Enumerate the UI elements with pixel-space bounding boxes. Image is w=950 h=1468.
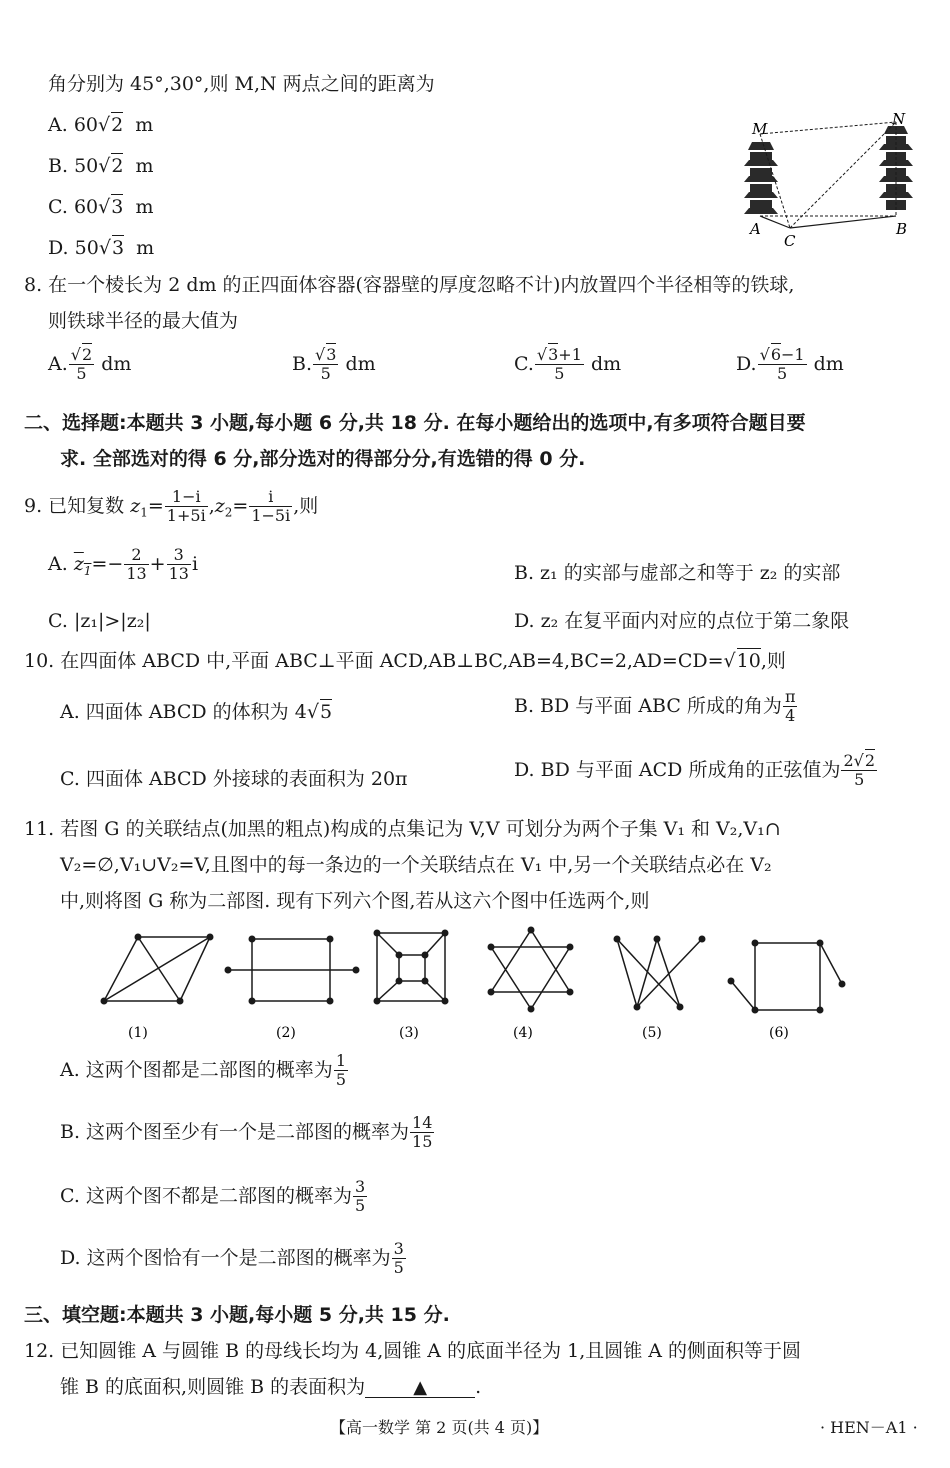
q7-option-a: A. 60√2 m [48,114,154,136]
q7-label-c: C [784,232,796,250]
q8-option-d: D. $\frac{√6-1}{5}$ dm [736,345,844,384]
graph-label-6: (6) [769,1025,789,1041]
q8-option-a: A. $\frac{√2}{5}$ dm [48,345,132,384]
q7-option-b: B. 50√2 m [48,155,154,177]
q12-stem-line2: 锥 B 的底面积,则圆锥 B 的表面积为 ▲ . [60,1376,482,1398]
graph-label-3: (3) [399,1025,419,1041]
footer-code: · HEN－A1 · [820,1418,918,1437]
q11-stem-line1: 11. 若图 G 的关联结点(加黑的粗点)构成的点集记为 V,V 可划分为两个子集 V₁ 和 V₂,V₁∩ [24,818,781,840]
q9-option-d: D. z₂ 在复平面内对应的点位于第二象限 [514,610,850,632]
q7-label-n: N [892,112,906,128]
q11-option-b: B. 这两个图至少有一个是二部图的概率为 $\frac{14}{15}$ [60,1113,433,1152]
q7-label-b: B [896,220,908,238]
q9-option-b: B. z₁ 的实部与虚部之和等于 z₂ 的实部 [514,562,841,584]
q8-stem-line1: 8. 在一个棱长为 2 dm 的正四面体容器(容器壁的厚度忽略不计)内放置四个半径相等的铁球, [24,274,795,296]
footer-page-info: 【高一数学 第 2 页(共 4 页)】 [330,1418,549,1437]
q9-stem: 9. 已知复数 $z_1=$ $\frac{1-i}{1+5i}$ $,z_2=$ $\frac{i}{1-5i}$ ,则 [24,487,319,526]
q11-option-d: D. 这两个图恰有一个是二部图的概率为 $\frac{3}{5}$ [60,1239,404,1278]
q10-stem: 10. 在四面体 ABCD 中,平面 ABC⊥平面 ACD,AB⊥BC,AB=4,BC=2,AD=CD=√10,则 [24,650,786,672]
graph-label-4: (4) [513,1025,533,1041]
graph-label-2: (2) [276,1025,296,1041]
q7-option-d: D. 50√3 m [48,237,155,259]
q10-option-d: D. BD 与平面 ACD 所成角的正弦值为 $\frac{2√2}{5}$ [514,751,876,790]
q10-option-b: B. BD 与平面 ABC 所成的角为 $\frac{\pi}{4}$ [514,687,796,726]
q12-answer-blank[interactable] [365,1378,475,1398]
q11-stem-line2: V₂=∅,V₁∪V₂=V,且图中的每一条边的一个关联结点在 V₁ 中,另一个关联结点必在 V₂ [60,854,772,876]
q8-option-b: B. $\frac{√3}{5}$ dm [292,345,376,384]
q10-option-c: C. 四面体 ABCD 外接球的表面积为 20π [60,768,408,790]
q10-option-a: A. 四面体 ABCD 的体积为 4√5 [60,701,333,723]
q7-label-a: A [750,220,761,238]
q7-label-m: M [752,120,768,138]
q9-option-a: A. $z_1=-$ $\frac{2}{13}$ + $\frac{3}{13}$ i [48,545,199,584]
section3-heading: 三、填空题:本题共 3 小题,每小题 5 分,共 15 分. [24,1304,450,1326]
q7-stem: 角分别为 45°,30°,则 M,N 两点之间的距离为 [48,73,435,95]
q7-option-c: C. 60√3 m [48,196,154,218]
q8-option-c: C. $\frac{√3+1}{5}$ dm [514,345,622,384]
q8-stem-line2: 则铁球半径的最大值为 [48,310,239,332]
tower-left-icon [744,142,778,214]
section2-heading-line2: 求. 全部选对的得 6 分,部分选对的得部分分,有选错的得 0 分. [60,448,586,470]
q11-option-c: C. 这两个图不都是二部图的概率为 $\frac{3}{5}$ [60,1177,366,1216]
q11-stem-line3: 中,则将图 G 称为二部图. 现有下列六个图,若从这六个图中任选两个,则 [60,890,650,912]
q9-option-c: C. |z₁|>|z₂| [48,610,151,632]
q11-graphs-figure [90,925,860,1045]
triangle-icon: ▲ [413,1377,428,1398]
q12-stem-line1: 12. 已知圆锥 A 与圆锥 B 的母线长均为 4,圆锥 A 的底面半径为 1,且圆锥 A 的侧面积等于圆 [24,1340,802,1362]
q11-option-a: A. 这两个图都是二部图的概率为 $\frac{1}{5}$ [60,1051,346,1090]
graph-label-1: (1) [128,1025,148,1041]
graph-label-5: (5) [642,1025,662,1041]
q7-tower-figure [736,112,926,252]
section2-heading-line1: 二、选择题:本题共 3 小题,每小题 6 分,共 18 分. 在每小题给出的选项中,有多项符合题目要 [24,412,806,434]
